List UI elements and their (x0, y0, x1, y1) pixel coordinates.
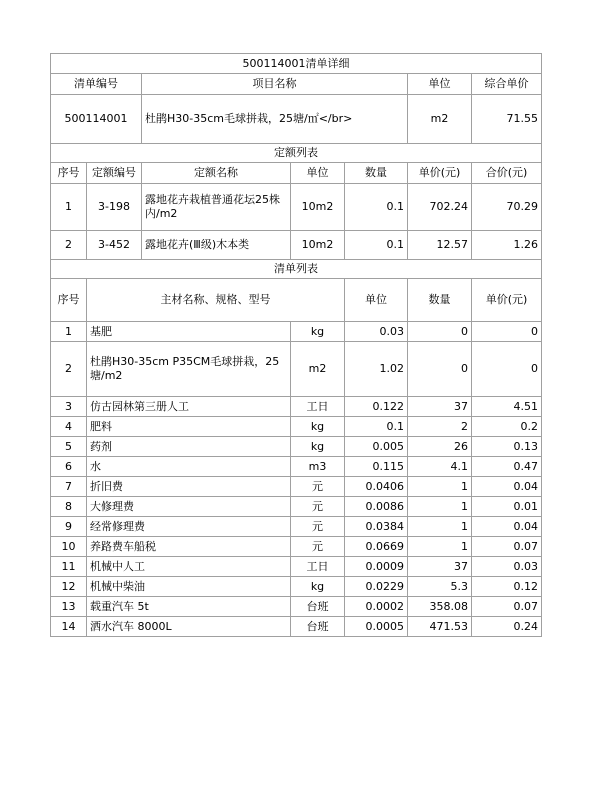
quota-header-no: 序号 (51, 163, 87, 184)
material-no: 10 (51, 537, 87, 557)
page-title: 500114001清单详细 (51, 54, 542, 74)
material-total: 0.13 (472, 437, 542, 457)
material-qty: 0.0669 (345, 537, 408, 557)
material-total: 0.07 (472, 537, 542, 557)
header-name: 项目名称 (142, 74, 408, 95)
material-total: 0.24 (472, 617, 542, 637)
material-price: 2 (408, 417, 472, 437)
material-price: 26 (408, 437, 472, 457)
material-qty: 1.02 (345, 342, 408, 397)
table-row (51, 617, 542, 637)
material-total: 0.01 (472, 497, 542, 517)
table-row (51, 597, 542, 617)
material-no: 11 (51, 557, 87, 577)
material-unit: kg (291, 437, 345, 457)
table-row (51, 417, 542, 437)
quota-header-price: 单价(元) (408, 163, 472, 184)
material-unit: 元 (291, 517, 345, 537)
material-name: 肥料 (87, 417, 291, 437)
material-price: 4.1 (408, 457, 472, 477)
material-no: 7 (51, 477, 87, 497)
quota-header-qty: 数量 (345, 163, 408, 184)
material-header-no: 序号 (51, 279, 87, 322)
quota-no: 2 (51, 231, 87, 260)
material-no: 3 (51, 397, 87, 417)
quota-header-unit: 单位 (291, 163, 345, 184)
material-qty: 0.0002 (345, 597, 408, 617)
material-price: 1 (408, 477, 472, 497)
quota-qty: 0.1 (345, 231, 408, 260)
material-name: 机械中人工 (87, 557, 291, 577)
quota-unit: 10m2 (291, 184, 345, 231)
material-no: 1 (51, 322, 87, 342)
material-total: 4.51 (472, 397, 542, 417)
quota-unit: 10m2 (291, 231, 345, 260)
material-unit: 元 (291, 537, 345, 557)
material-unit: 工日 (291, 557, 345, 577)
material-total: 0 (472, 322, 542, 342)
material-name: 水 (87, 457, 291, 477)
quota-header-name: 定额名称 (142, 163, 291, 184)
header-unit: 单位 (408, 74, 472, 95)
item-name: 杜鹃H30-35cm毛球拼栽，25塘/㎡</br> (142, 95, 408, 144)
material-unit: m2 (291, 342, 345, 397)
table-row (51, 497, 542, 517)
material-no: 14 (51, 617, 87, 637)
material-qty: 0.005 (345, 437, 408, 457)
table-row (51, 231, 542, 260)
quota-code: 3-452 (87, 231, 142, 260)
material-no: 12 (51, 577, 87, 597)
quota-total: 70.29 (472, 184, 542, 231)
material-name: 机械中柴油 (87, 577, 291, 597)
material-total: 0.47 (472, 457, 542, 477)
quota-header-code: 定额编号 (87, 163, 142, 184)
table-row (51, 477, 542, 497)
material-name: 杜鹃H30-35cm P35CM毛球拼栽，25塘/m2 (87, 342, 291, 397)
item-code: 500114001 (51, 95, 142, 144)
material-price: 471.53 (408, 617, 472, 637)
material-name: 药剂 (87, 437, 291, 457)
table-row (51, 557, 542, 577)
material-name: 仿古园林第三册人工 (87, 397, 291, 417)
material-no: 5 (51, 437, 87, 457)
material-price: 1 (408, 517, 472, 537)
material-name: 养路费车船税 (87, 537, 291, 557)
quota-no: 1 (51, 184, 87, 231)
material-qty: 0.0009 (345, 557, 408, 577)
table-row (51, 537, 542, 557)
header-code: 清单编号 (51, 74, 142, 95)
table-row (51, 457, 542, 477)
material-total: 0 (472, 342, 542, 397)
materials-section-title: 清单列表 (51, 260, 542, 279)
material-no: 4 (51, 417, 87, 437)
material-unit: 元 (291, 477, 345, 497)
material-no: 9 (51, 517, 87, 537)
material-unit: 台班 (291, 617, 345, 637)
table-row (51, 517, 542, 537)
table-row (51, 342, 542, 397)
table-row (51, 437, 542, 457)
material-name: 基肥 (87, 322, 291, 342)
quota-name: 露地花卉(Ⅲ级)木本类 (142, 231, 291, 260)
material-total: 0.12 (472, 577, 542, 597)
material-header-price: 单价(元) (472, 279, 542, 322)
material-qty: 0.0005 (345, 617, 408, 637)
material-header-unit: 单位 (345, 279, 408, 322)
material-price: 0 (408, 342, 472, 397)
material-price: 5.3 (408, 577, 472, 597)
material-no: 2 (51, 342, 87, 397)
material-unit: kg (291, 417, 345, 437)
material-qty: 0.0406 (345, 477, 408, 497)
quota-qty: 0.1 (345, 184, 408, 231)
material-price: 37 (408, 557, 472, 577)
material-price: 358.08 (408, 597, 472, 617)
material-no: 8 (51, 497, 87, 517)
item-price: 71.55 (472, 95, 542, 144)
material-qty: 0.03 (345, 322, 408, 342)
material-price: 1 (408, 497, 472, 517)
material-no: 13 (51, 597, 87, 617)
material-unit: kg (291, 322, 345, 342)
material-qty: 0.115 (345, 457, 408, 477)
material-qty: 0.1 (345, 417, 408, 437)
material-name: 折旧费 (87, 477, 291, 497)
material-qty: 0.0229 (345, 577, 408, 597)
material-name: 洒水汽车 8000L (87, 617, 291, 637)
detail-table (50, 53, 542, 637)
quota-header-total: 合价(元) (472, 163, 542, 184)
material-price: 0 (408, 322, 472, 342)
table-row (51, 184, 542, 231)
material-total: 0.03 (472, 557, 542, 577)
material-price: 1 (408, 537, 472, 557)
quota-price: 702.24 (408, 184, 472, 231)
quota-total: 1.26 (472, 231, 542, 260)
material-unit: kg (291, 577, 345, 597)
material-no: 6 (51, 457, 87, 477)
quota-section-title: 定额列表 (51, 144, 542, 163)
material-unit: 台班 (291, 597, 345, 617)
material-total: 0.2 (472, 417, 542, 437)
table-row (51, 577, 542, 597)
material-total: 0.04 (472, 477, 542, 497)
item-unit: m2 (408, 95, 472, 144)
material-qty: 0.0086 (345, 497, 408, 517)
material-unit: m3 (291, 457, 345, 477)
material-unit: 工日 (291, 397, 345, 417)
material-total: 0.07 (472, 597, 542, 617)
material-header-name: 主材名称、规格、型号 (87, 279, 345, 322)
quota-name: 露地花卉栽植普通花坛25株内/m2 (142, 184, 291, 231)
material-total: 0.04 (472, 517, 542, 537)
header-price: 综合单价 (472, 74, 542, 95)
table-row (51, 397, 542, 417)
material-header-qty: 数量 (408, 279, 472, 322)
material-name: 大修理费 (87, 497, 291, 517)
material-unit: 元 (291, 497, 345, 517)
material-name: 载重汽车 5t (87, 597, 291, 617)
material-name: 经常修理费 (87, 517, 291, 537)
material-price: 37 (408, 397, 472, 417)
material-qty: 0.0384 (345, 517, 408, 537)
quota-price: 12.57 (408, 231, 472, 260)
material-qty: 0.122 (345, 397, 408, 417)
table-row (51, 322, 542, 342)
quota-code: 3-198 (87, 184, 142, 231)
